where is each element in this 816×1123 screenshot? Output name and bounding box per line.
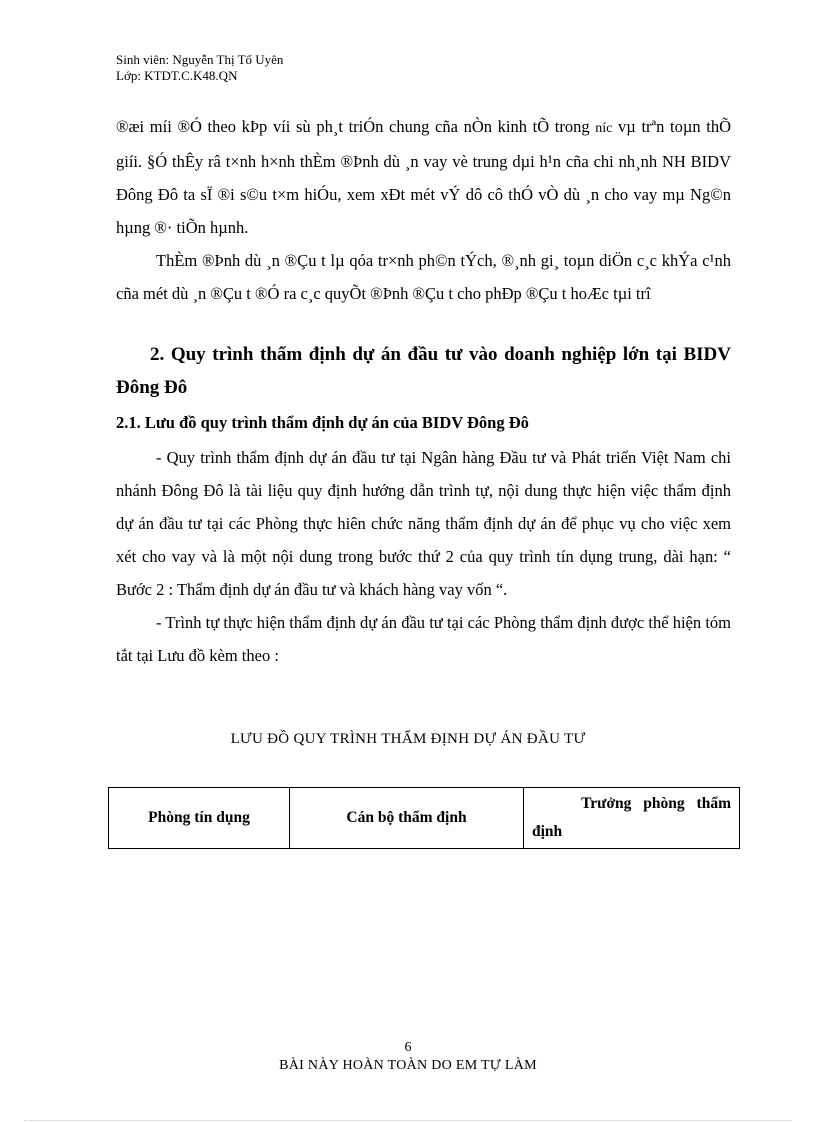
body-block-1 [116, 110, 731, 310]
paragraph-1 [116, 110, 731, 244]
subsection-heading-block [116, 411, 731, 435]
paragraph-3: - Quy trình thẩm định dự án đầu tư tại Ngân hàng Đầu tư và Phát triển Việt Nam chi nhánh Đông Đô là tài liệu quy định hướng dẫn trình tự, nội dung thực hiện việc thẩm định dự án đầu tư tại các Phòng thực hiên chức năng thẩm định dự án để phục vụ cho việc xem xét cho vay và là một nội dung trong bước thứ 2 của quy trình tín dụng trung, dài hạn: “ Bước 2 : Thẩm định dự án đầu tư và khách hàng vay vốn “. [116, 448, 731, 599]
column-head-line-2: định [532, 823, 563, 840]
paragraph-4: - Trình tự thực hiện thẩm định dự án đầu tư tại các Phòng thẩm định được thể hiện tóm tắt tại Lưu đồ kèm theo : [116, 613, 731, 665]
page-header [116, 52, 283, 84]
student-name: Sinh viên: Nguyễn Thị Tố Uyên [116, 52, 284, 67]
paragraph-2: ThÈm ®Þnh dù ¸n ®Çu t lµ qóa tr×nh ph©n tÝch, ®¸nh gi¸ toµn diÖn c¸c khÝa c¹nh cña mét dù ¸n ®Çu t ®Ó ra c¸c quyÕt ®Þnh ®Çu t cho phÐp ®Çu t hoÆc tµi trî [116, 251, 731, 303]
paragraph-1-rest: vµ trªn toµn thÕ giíi. §Ó thÊy râ t×nh h×nh thÈm ®Þnh dù ¸n vay vè trung dµi h¹n cña chi nh¸nh NH BIDV Đông Đô ta sÏ ®i s©u t×m hiÓu, xem xÐt mét vÝ dô cô thÓ vÒ dù ¸n cho vay mµ Ng©n hµng ®· tiÕn hµnh. [116, 117, 731, 237]
table-row [109, 788, 740, 849]
flowchart-header-table [108, 787, 740, 849]
page-bottom-divider [24, 1120, 792, 1121]
page-number: 6 [404, 1040, 412, 1055]
paragraph-1-nic: níc [595, 121, 613, 136]
column-head-of-appraisal [524, 788, 740, 849]
column-credit-department: Phòng tín dụng [109, 788, 290, 849]
section-heading-block [116, 338, 731, 404]
paragraph-1-main: ®æi míi ®Ó theo kÞp víi sù ph¸t triÓn chung cña nÒn kinh tÕ trong [116, 117, 596, 136]
body-block-2 [116, 441, 731, 672]
column-appraisal-officer: Cán bộ thẩm định [290, 788, 524, 849]
footer-note: BÀI NÀY HOÀN TOÀN DO EM TỰ LÀM [279, 1058, 537, 1073]
flowchart-title: LƯU ĐỒ QUY TRÌNH THẨM ĐỊNH DỰ ÁN ĐẦU TƯ [230, 731, 586, 747]
class-code: Lớp: KTDT.C.K48.QN [116, 68, 238, 83]
section-heading-2: 2. Quy trình thẩm định dự án đầu tư vào doanh nghiệp lớn tại BIDV Đông Đô [116, 344, 731, 398]
section-heading-2-1: 2.1. Lưu đồ quy trình thẩm định dự án của BIDV Đông Đô [116, 413, 529, 432]
column-head-line-1: Trưởng phòng thẩm [581, 795, 731, 812]
